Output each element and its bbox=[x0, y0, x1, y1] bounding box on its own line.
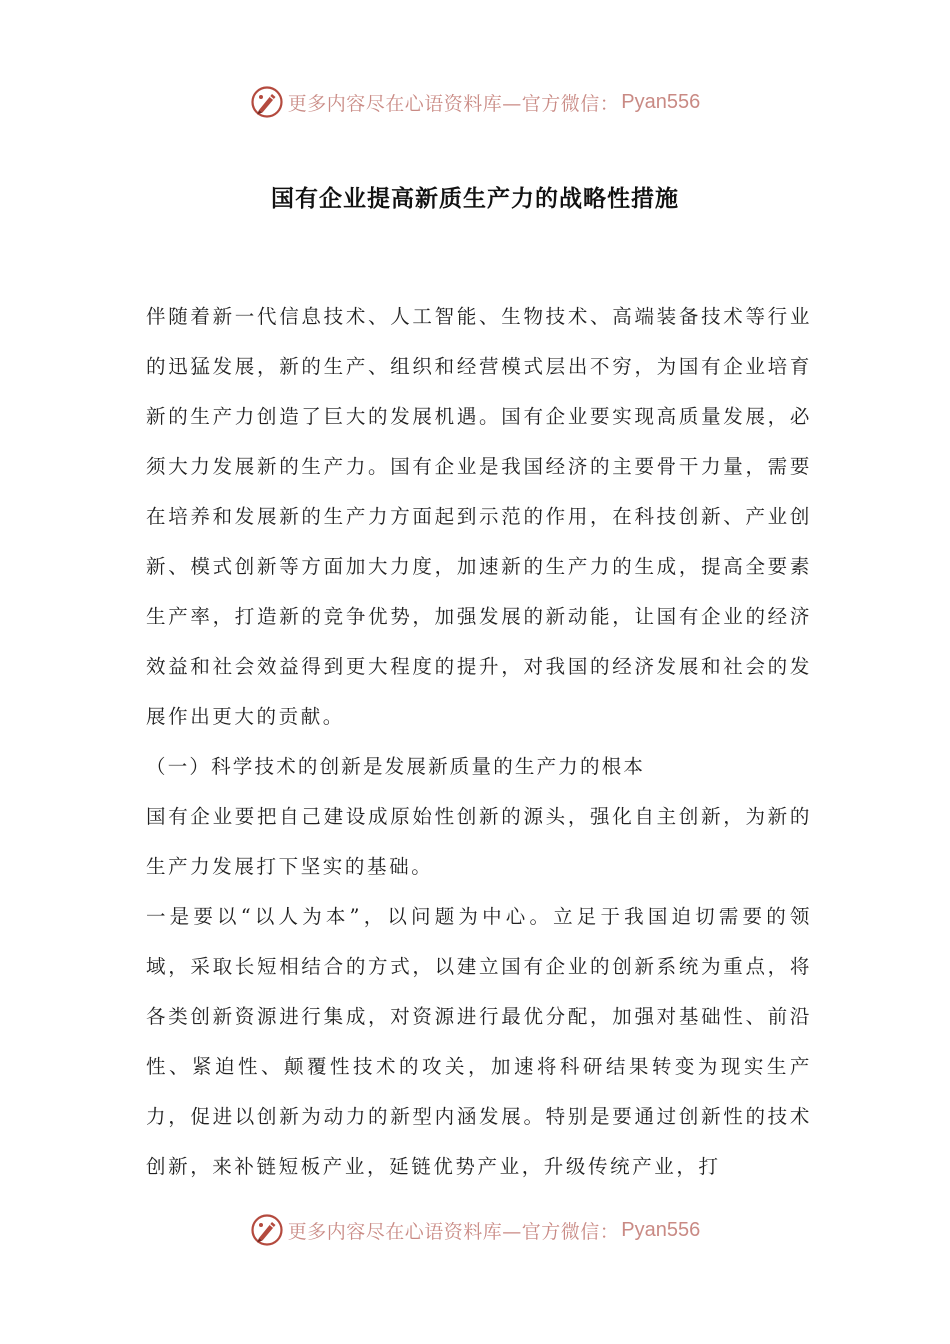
pen-logo-icon bbox=[250, 1213, 284, 1247]
document-title: 国有企业提高新质生产力的战略性措施 bbox=[271, 185, 679, 212]
section-paragraph-point-one: 一是要以“以人为本”，以问题为中心。立足于我国迫切需要的领域，采取长短相结合的方式，以建立国有企业的创新系统为重点，将各类创新资源进行集成，对资源进行最优分配，加强对基础性、前沿性、紧迫性、颠覆性技术的攻关，加速将科研结果转变为现实生产力，促进以创新为动力的新型内涵发展。特别是要通过创新性的技术创新，来补链短板产业，延链优势产业，升级传统产业，打 bbox=[146, 905, 812, 1178]
watermark-banner-bottom bbox=[0, 1210, 950, 1250]
watermark-wechat-id: Pyan556 bbox=[621, 1218, 701, 1241]
watermark-text: 更多内容尽在心语资料库—官方微信： bbox=[287, 1220, 620, 1243]
document-body bbox=[146, 292, 812, 1192]
watermark-text: 更多内容尽在心语资料库—官方微信： bbox=[287, 92, 620, 115]
intro-paragraph: 伴随着新一代信息技术、人工智能、生物技术、高端装备技术等行业的迅猛发展，新的生产、组织和经营模式层出不穷，为国有企业培育新的生产力创造了巨大的发展机遇。国有企业要实现高质量发展，必须大力发展新的生产力。国有企业是我国经济的主要骨干力量，需要在培养和发展新的生产力方面起到示范的作用，在科技创新、产业创新、模式创新等方面加大力度，加速新的生产力的生成，提高全要素生产率，打造新的竞争优势，加强发展的新动能，让国有企业的经济效益和社会效益得到更大程度的提升，对我国的经济发展和社会的发展作出更大的贡献。 bbox=[146, 305, 812, 728]
pen-logo-icon bbox=[250, 85, 284, 119]
section-paragraph: 国有企业要把自己建设成原始性创新的源头，强化自主创新，为新的生产力发展打下坚实的基础。 bbox=[146, 805, 812, 878]
section-heading: （一）科学技术的创新是发展新质量的生产力的根本 bbox=[146, 755, 646, 778]
watermark-wechat-id: Pyan556 bbox=[621, 90, 701, 113]
watermark-banner-top bbox=[0, 82, 950, 122]
